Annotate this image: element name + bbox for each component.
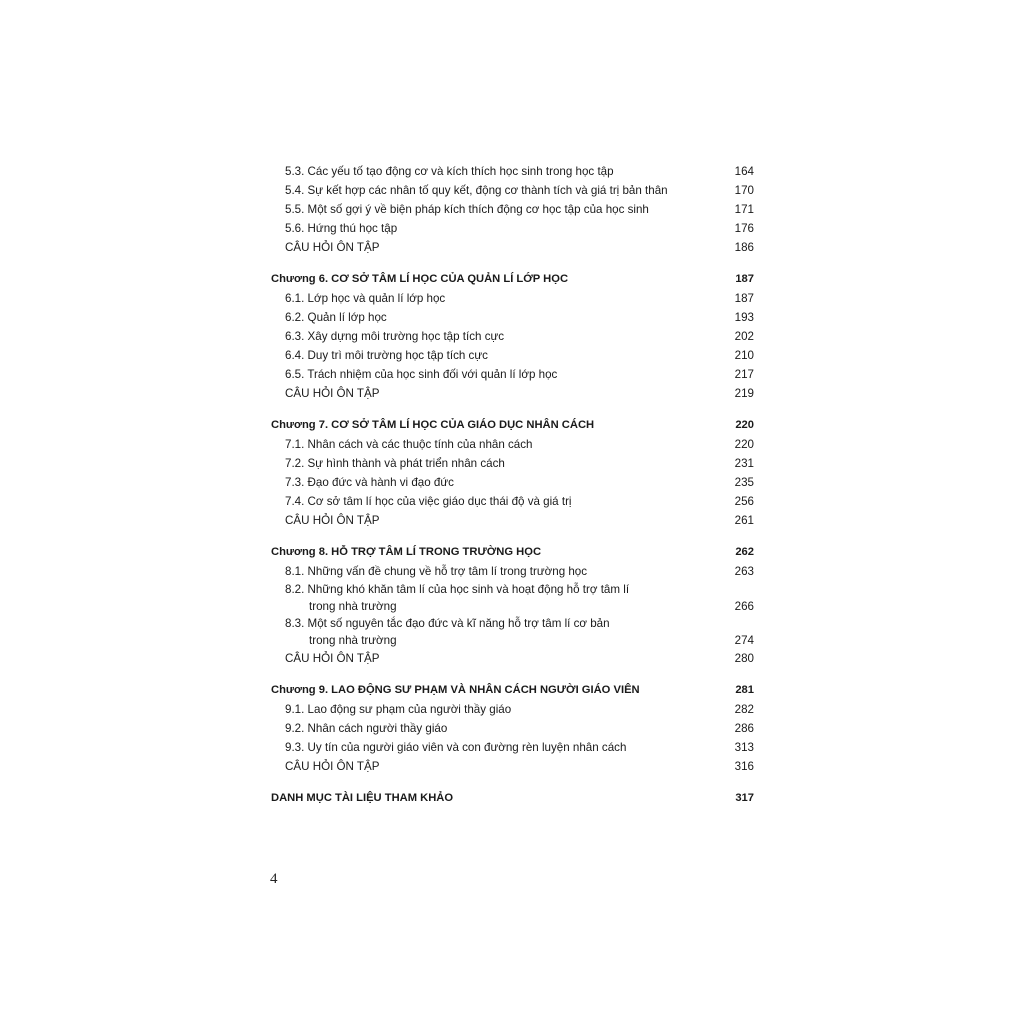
toc-chapter-page: 262: [735, 546, 754, 558]
toc-entry: [271, 200, 754, 219]
toc-entry: [271, 562, 754, 581]
toc-entry-review: [271, 757, 754, 776]
toc-entry-page: 171: [734, 203, 754, 216]
toc-entry-label: CÂU HỎI ÔN TẬP: [285, 387, 380, 400]
toc-chapter-label: Chương 6. CƠ SỞ TÂM LÍ HỌC CỦA QUẢN LÍ LỚP HỌC: [271, 273, 569, 285]
toc-entry-label: 5.4. Sự kết hợp các nhân tố quy kết, động cơ thành tích và giá trị bản thân: [285, 184, 668, 197]
toc-entry-label: 8.2. Những khó khăn tâm lí của học sinh và hoạt động hỗ trợ tâm lí: [285, 583, 630, 596]
toc-entry: [271, 327, 754, 346]
toc-entry: [271, 219, 754, 238]
toc-entry-page: 266: [734, 600, 754, 613]
toc-entry-label: 7.1. Nhân cách và các thuộc tính của nhân cách: [285, 438, 533, 451]
toc-chapter-label: Chương 7. CƠ SỞ TÂM LÍ HỌC CỦA GIÁO DỤC NHÂN CÁCH: [271, 419, 595, 431]
toc-entry-label: 7.3. Đạo đức và hành vi đạo đức: [285, 476, 454, 489]
toc-entry-label-cont: trong nhà trường: [309, 600, 397, 613]
toc-entry-label: 8.1. Những vấn đề chung về hỗ trợ tâm lí trong trường học: [285, 565, 588, 578]
toc-entry-page: 263: [734, 565, 754, 578]
page-number: 4: [270, 871, 278, 887]
toc-entry-line2: [271, 632, 754, 649]
toc-entry: [271, 181, 754, 200]
toc-entry-label: CÂU HỎI ÔN TẬP: [285, 760, 380, 773]
toc-entry-label: 6.5. Trách nhiệm của học sinh đối với quản lí lớp học: [285, 368, 558, 381]
toc-entry: [271, 346, 754, 365]
toc-entry-page: 286: [734, 722, 754, 735]
toc-chapter-page: 187: [735, 273, 754, 285]
toc-chapter: [271, 416, 754, 435]
toc-entry: [271, 738, 754, 757]
toc-entry-label-cont: trong nhà trường: [309, 634, 397, 647]
table-of-contents: [271, 162, 754, 808]
toc-entry-label: CÂU HỎI ÔN TẬP: [285, 652, 380, 665]
toc-entry-page: 235: [734, 476, 754, 489]
toc-entry-line1: [271, 581, 754, 598]
toc-entry-page: 256: [734, 495, 754, 508]
toc-entry-page: 193: [734, 311, 754, 324]
toc-entry: [271, 162, 754, 181]
toc-entry: [271, 454, 754, 473]
toc-entry-label: 7.4. Cơ sở tâm lí học của việc giáo dục thái độ và giá trị: [285, 495, 572, 508]
toc-entry-review: [271, 238, 754, 257]
toc-entry-page: 274: [734, 634, 754, 647]
toc-entry-page: 176: [734, 222, 754, 235]
toc-entry-page: 261: [734, 514, 754, 527]
toc-entry: [271, 365, 754, 384]
toc-entry-page: 313: [734, 741, 754, 754]
toc-entry-page: 202: [734, 330, 754, 343]
toc-entry-page: 231: [734, 457, 754, 470]
toc-entry-label: CÂU HỎI ÔN TẬP: [285, 514, 380, 527]
toc-entry-review: [271, 649, 754, 668]
toc-entry-label: 5.5. Một số gợi ý về biện pháp kích thích động cơ học tập của học sinh: [285, 203, 649, 216]
toc-references: [271, 789, 754, 808]
toc-entry-label: 6.1. Lớp học và quản lí lớp học: [285, 292, 446, 305]
toc-references-label: DANH MỤC TÀI LIỆU THAM KHẢO: [271, 792, 454, 804]
toc-entry-page: 170: [734, 184, 754, 197]
toc-entry-page: 219: [734, 387, 754, 400]
toc-entry-page: 316: [734, 760, 754, 773]
toc-entry: [271, 435, 754, 454]
toc-entry-page: 282: [734, 703, 754, 716]
toc-entry: [271, 700, 754, 719]
toc-entry-label: 9.3. Uy tín của người giáo viên và con đường rèn luyện nhân cách: [285, 741, 627, 754]
toc-entry: [271, 719, 754, 738]
toc-entry-page: 210: [734, 349, 754, 362]
toc-entry-label: 8.3. Một số nguyên tắc đạo đức và kĩ năng hỗ trợ tâm lí cơ bản: [285, 617, 610, 630]
toc-chapter-page: 220: [735, 419, 754, 431]
toc-entry-label: 6.2. Quản lí lớp học: [285, 311, 387, 324]
toc-chapter: [271, 270, 754, 289]
toc-entry-review: [271, 511, 754, 530]
toc-entry-label: 9.2. Nhân cách người thầy giáo: [285, 722, 448, 735]
toc-entry-label: 6.4. Duy trì môi trường học tập tích cực: [285, 349, 488, 362]
toc-entry: [271, 492, 754, 511]
toc-entry-page: 220: [734, 438, 754, 451]
toc-entry-line1: [271, 615, 754, 632]
toc-chapter: [271, 681, 754, 700]
toc-chapter-page: 281: [735, 684, 754, 696]
toc-entry-page: 186: [734, 241, 754, 254]
toc-chapter: [271, 543, 754, 562]
toc-entry-line2: [271, 598, 754, 615]
toc-entry-label: 5.3. Các yếu tố tạo động cơ và kích thích học sinh trong học tập: [285, 165, 614, 178]
toc-entry-review: [271, 384, 754, 403]
toc-entry-label: 7.2. Sự hình thành và phát triển nhân cách: [285, 457, 505, 470]
toc-chapter-label: Chương 9. LAO ĐỘNG SƯ PHẠM VÀ NHÂN CÁCH NGƯỜI GIÁO VIÊN: [271, 684, 640, 696]
toc-entry-page: 164: [734, 165, 754, 178]
toc-entry-label: 5.6. Hứng thú học tập: [285, 222, 398, 235]
toc-entry: [271, 308, 754, 327]
toc-entry-label: CÂU HỎI ÔN TẬP: [285, 241, 380, 254]
toc-entry-page: 280: [734, 652, 754, 665]
toc-references-page: 317: [735, 792, 754, 804]
toc-chapter-label: Chương 8. HỖ TRỢ TÂM LÍ TRONG TRƯỜNG HỌC: [271, 546, 542, 558]
toc-entry-label: 9.1. Lao động sư phạm của người thầy giáo: [285, 703, 512, 716]
toc-entry: [271, 473, 754, 492]
toc-entry-page: 187: [734, 292, 754, 305]
toc-entry-label: 6.3. Xây dựng môi trường học tập tích cực: [285, 330, 505, 343]
toc-entry-page: 217: [734, 368, 754, 381]
toc-entry: [271, 289, 754, 308]
